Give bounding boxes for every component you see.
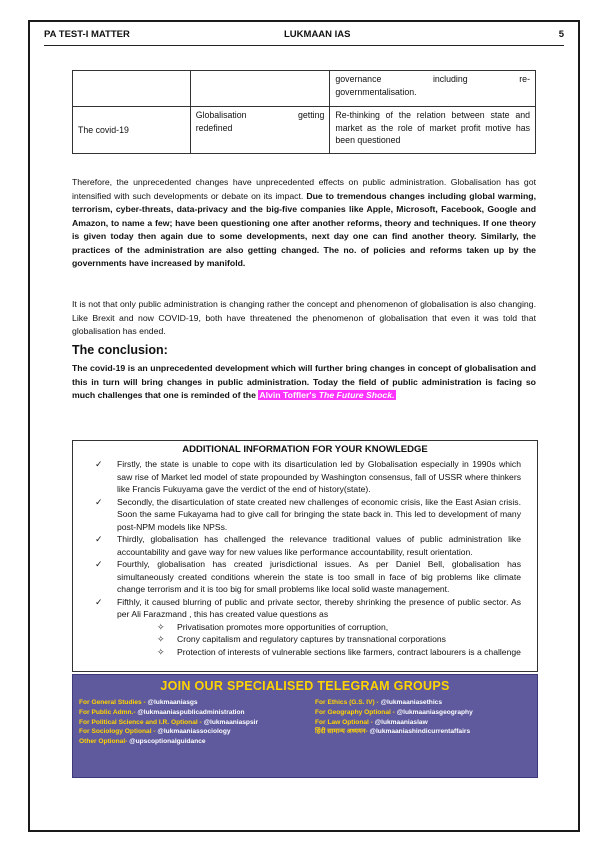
- group-handle: @lukmaaniaspublicadministration: [137, 708, 245, 716]
- diamond-bullet-icon: ✧: [157, 621, 165, 632]
- list-item-text: Thirdly, globalisation has challenged the relevance traditional values of public administration like accountability and gave way for new values like performance accountability, result orientation.: [117, 534, 521, 557]
- paragraph-normal-text: Therefore, the unprecedented changes have unprecedented effects on public administration. Globalisation has got intensified with such developments or debate on its impact.: [72, 177, 536, 201]
- table-cell: [190, 71, 330, 107]
- paragraph-bold-text: Due to tremendous changes including global warming, terrorism, cyber-threats, data-privacy and the big-five companies like Apple, Microsoft, Facebook, Google and Amazon, to name a few; have been questioning one after another reforms, theory and techniques. If one theory is given today then again due to some developments, next day one can find another theory. Similarly, the practices of the administration are also getting changed. The no. of policies and reforms taken up by the governments have increased by manifold.: [72, 190, 536, 268]
- telegram-groups-banner: [72, 674, 538, 778]
- group-handle: @lukmaaniashindicurrentaffairs: [369, 728, 471, 736]
- list-item: [95, 533, 521, 558]
- table-cell: Re-thinking of the relation between state and market as the role of market profit motive has been questioned: [330, 107, 536, 154]
- list-item: [95, 558, 521, 596]
- telegram-group-link[interactable]: [315, 708, 537, 718]
- group-handle: @upscoptionalguidance: [129, 738, 206, 746]
- info-box-title: ADDITIONAL INFORMATION FOR YOUR KNOWLEDGE: [182, 444, 428, 455]
- banner-title: JOIN OUR SPECIALISED TELEGRAM GROUPS: [160, 679, 450, 693]
- group-handle: @lukmaaniassociology: [157, 728, 231, 736]
- list-item-text: Fourthly, globalisation has created jurisdictional issues. As per Daniel Bell, globalisation has simultaneously created conditions wherein the state is too small in face of big problems like climate change terrorism and it is too big for small problems like local solid waste management.: [117, 559, 521, 594]
- page-number: 5: [558, 29, 564, 40]
- list-item-text: Firstly, the state is unable to cope with its disarticulation led by Globalisation especially in 1990s which saw rise of Market led model of state propounded by Washington consensus, fall of USSR where thinkers like Francis Fukuyama gave the verdict of the end of history(state).: [117, 459, 521, 494]
- info-list: [95, 458, 521, 658]
- sub-list: [157, 621, 521, 659]
- sub-list-item: [157, 621, 521, 634]
- paragraph-effects: [72, 176, 536, 271]
- banner-right-column: [315, 698, 537, 737]
- list-item: [95, 596, 521, 659]
- header-left-title: PA TEST-I MATTER: [44, 29, 130, 40]
- table-row: [73, 107, 536, 154]
- reference-author: Alvin Toffler's: [259, 390, 319, 400]
- telegram-group-link[interactable]: [79, 708, 309, 718]
- sub-list-item-text: Privatisation promotes more opportunities of corruption,: [177, 621, 389, 632]
- diamond-bullet-icon: ✧: [157, 634, 165, 644]
- group-handle: @lukmaaniaspsir: [203, 718, 259, 726]
- header-center-title: LUKMAAN IAS: [284, 29, 351, 40]
- table-cell-line: governmentalisation.: [335, 86, 417, 97]
- group-label: For Political Science and I.R. Optional -: [79, 718, 204, 726]
- checkmark-icon: ✓: [95, 459, 103, 469]
- table-cell: [73, 71, 191, 107]
- header-rule: [44, 45, 564, 46]
- conclusion-text: The covid-19 is an unprecedented development which will further bring changes in concept of globalisation and this in turn will bring changes in public administration. Today the field of public administration is facing so much challenges that one is reminded of the: [72, 363, 536, 400]
- paragraph-conclusion: [72, 362, 536, 403]
- telegram-group-link[interactable]: [315, 698, 537, 708]
- table-cell: The covid-19: [73, 107, 191, 154]
- paragraph-globalisation: It is not that only public administration is changing rather the concept and phenomenon of globalisation is also changing. Like Brexit and now COVID-19, both have threatened the phenomenon of globalisation that even it was told that globalisation has ended.: [72, 299, 536, 336]
- group-label: Other Optional-: [79, 738, 130, 746]
- group-label: For Sociology Optional -: [79, 728, 158, 736]
- group-label: For Ethics (G.S. IV) -: [315, 699, 381, 706]
- checkmark-icon: ✓: [95, 559, 103, 569]
- telegram-group-link[interactable]: [315, 718, 537, 728]
- group-handle: @lukmaaniaslaw: [374, 718, 428, 726]
- telegram-group-link[interactable]: [79, 698, 309, 708]
- list-item-text: Secondly, the disarticulation of state created new challenges of economic crisis, like the East Asian crisis. Soon the same Fukayama had to give call for bringing the state back in. This led to development of many post-NPM models like NPSs.: [117, 496, 521, 532]
- list-item: [95, 458, 521, 496]
- sub-list-item-text: Crony capitalism and regulatory captures by transnational corporations: [177, 634, 446, 644]
- banner-left-column: [79, 698, 309, 747]
- group-handle: @lukmaaniasgs: [147, 699, 198, 706]
- table-cell: [190, 107, 330, 154]
- sub-list-item-text: Protection of interests of vulnerable sections like farmers, contract labourers is a challenge: [177, 646, 521, 657]
- conclusion-heading: The conclusion:: [72, 343, 168, 357]
- checkmark-icon: ✓: [95, 596, 103, 607]
- group-label: For Law Optional -: [315, 718, 375, 726]
- group-label: For Public Admn.-: [79, 708, 138, 716]
- list-item-text: Fifthly, it caused blurring of public and private sector, thereby shrinking the presence of public sector. As per Ali Farazmand , this has created value questions as: [117, 596, 521, 619]
- checkmark-icon: ✓: [95, 534, 103, 544]
- table-cell-line: redefined: [195, 122, 233, 133]
- list-item: [95, 496, 521, 534]
- highlighted-reference: [258, 390, 395, 400]
- telegram-group-link[interactable]: [79, 727, 309, 737]
- diamond-bullet-icon: ✧: [157, 646, 165, 657]
- sub-list-item: [157, 633, 521, 646]
- telegram-group-link[interactable]: [79, 718, 309, 728]
- topic-table: [72, 70, 536, 154]
- page-header: [44, 29, 564, 45]
- group-label: For General Studies -: [79, 699, 148, 706]
- group-handle: @lukmaaniasethics: [380, 699, 442, 706]
- sub-list-item: [157, 646, 521, 659]
- table-cell: [330, 71, 536, 107]
- group-label: हिंदी सामान्य अध्ययन-: [315, 728, 370, 736]
- group-handle: @lukmaaniasgeography: [396, 708, 473, 716]
- reference-title: The Future Shock.: [318, 390, 395, 400]
- telegram-group-link[interactable]: [79, 737, 309, 747]
- table-cell-line: governance including re-: [335, 74, 530, 84]
- group-label: For Geography Optional -: [315, 708, 397, 716]
- telegram-group-link[interactable]: [315, 727, 537, 737]
- table-cell-line: Globalisation getting: [195, 110, 325, 120]
- additional-info-box: [72, 440, 538, 672]
- checkmark-icon: ✓: [95, 496, 103, 507]
- table-row: [73, 71, 536, 107]
